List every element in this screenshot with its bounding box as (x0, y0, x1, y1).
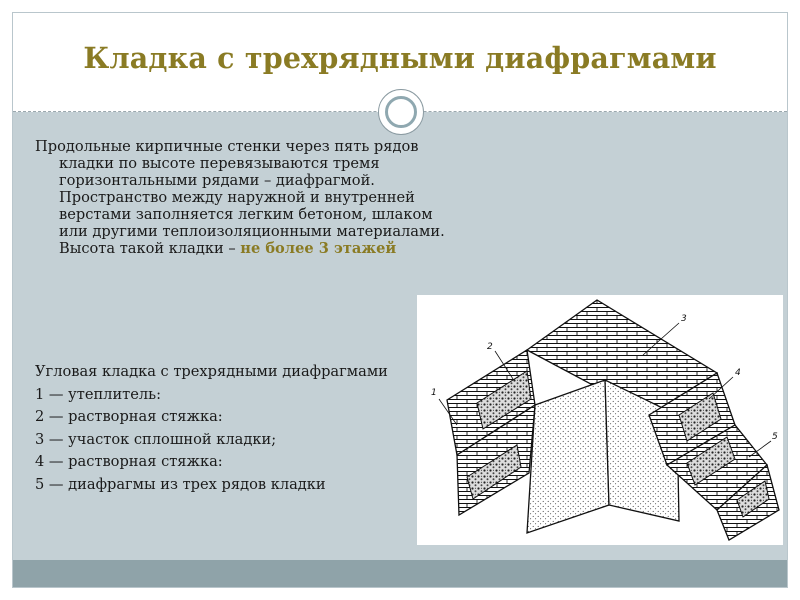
callout-1: 1 (431, 388, 437, 398)
callout-2: 2 (487, 342, 493, 352)
legend-item: 5 — диафрагмы из трех рядов кладки (35, 475, 326, 493)
description-highlight: не более 3 этажей (240, 240, 397, 257)
slide-title: Кладка с трехрядными диафрагмами (83, 41, 717, 75)
callout-5: 5 (772, 432, 778, 442)
footer-bar (13, 560, 787, 587)
description-paragraph (35, 138, 454, 257)
legend-item: 4 — растворная стяжка: (35, 453, 223, 471)
callout-4: 4 (735, 368, 741, 378)
callout-3: 3 (681, 314, 687, 324)
slide (13, 13, 787, 587)
legend-item: 3 — участок сплошной кладки; (35, 430, 277, 448)
masonry-illustration (417, 295, 783, 545)
legend-list (35, 363, 455, 499)
legend-item: 1 — утеплитель: (35, 385, 162, 403)
circle-ornament-icon (378, 89, 424, 135)
legend-item: 2 — растворная стяжка: (35, 408, 223, 426)
masonry-drawing (417, 295, 783, 545)
description-text: Продольные кирпичные стенки через пять рядов кладки по высоте перевязываются тремя горизонтальными рядами – диафрагмой. Пространство между наружной и внутренней верстами заполняется легким бетоном, шлаком или другими теплоизоляционными материалами. Высота такой кладки – (35, 138, 445, 257)
legend-heading: Угловая кладка с трехрядными диафрагмами (35, 363, 388, 380)
